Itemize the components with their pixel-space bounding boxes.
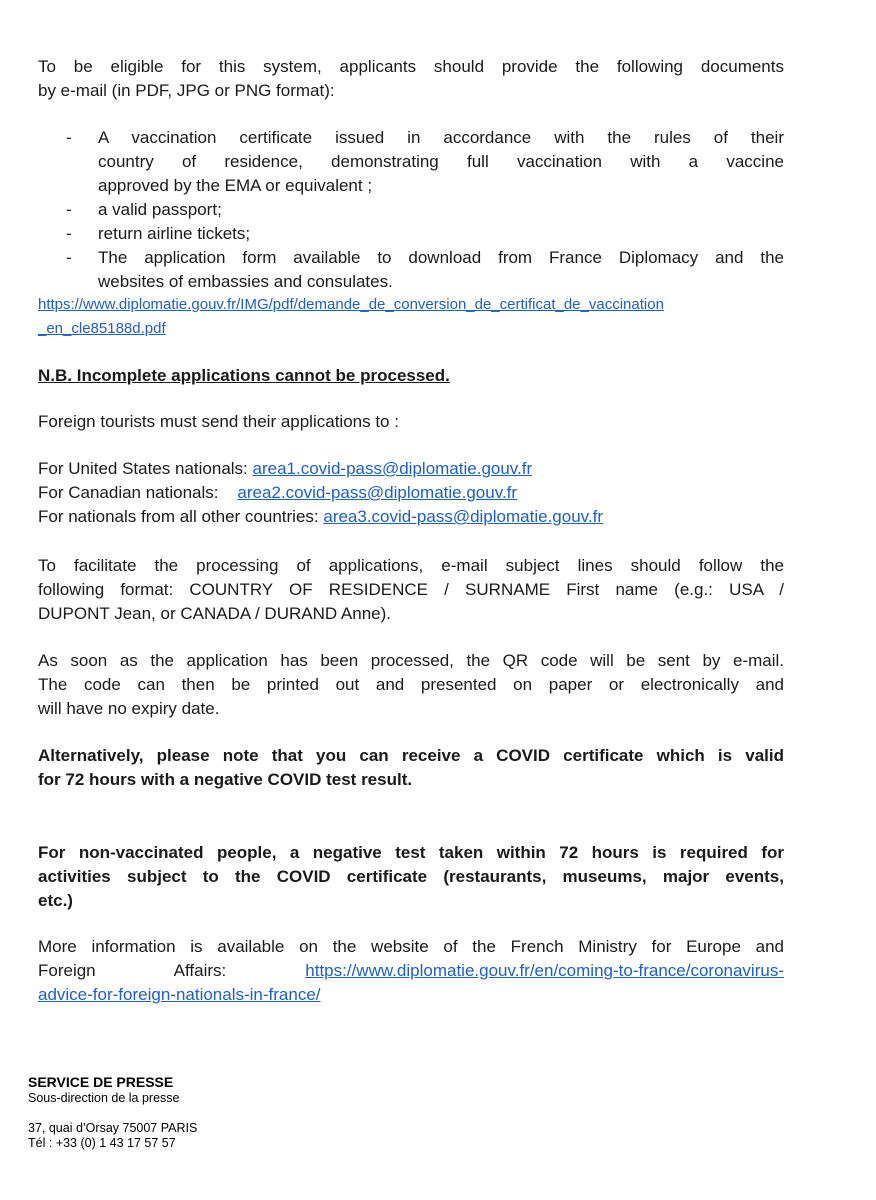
text-line: DUPONT Jean, or CANADA / DURAND Anne). (38, 604, 392, 623)
text-line (38, 983, 784, 1007)
nb-notice (38, 364, 784, 388)
footer-address: 37, quai d’Orsay 75007 PARIS (28, 1121, 198, 1135)
email-link-canada[interactable]: area2.covid-pass@diplomatie.gouv.fr (237, 483, 518, 502)
text-line: The code can then be printed out and presented on paper or electronically and (38, 675, 784, 694)
text-line: More information is available on the website of the French Ministry for Europe and (38, 937, 784, 956)
text-line: To facilitate the processing of applications, e-mail subject lines should follow the (38, 556, 784, 575)
more-info-paragraph (38, 935, 784, 1007)
text-line: will have no expiry date. (38, 699, 220, 718)
contact-canada (38, 481, 784, 505)
alternative-notice (38, 744, 784, 792)
text-prefix: Foreign Affairs: (38, 961, 227, 980)
text-line: As soon as the application has been processed, the QR code will be sent by e-mail. (38, 651, 784, 670)
intro-paragraph (38, 55, 784, 103)
text-line: A vaccination certificate issued in accordance with the rules of their (98, 128, 784, 147)
text-line: websites of embassies and consulates. (98, 272, 393, 291)
email-link-us[interactable]: area1.covid-pass@diplomatie.gouv.fr (252, 459, 533, 478)
text-line: etc.) (38, 891, 73, 910)
ministry-link-continued[interactable]: advice-for-foreign-nationals-in-france/ (38, 985, 321, 1004)
text-line: a valid passport; (98, 200, 222, 219)
text-line: The application form available to download from France Diplomacy and the (98, 248, 784, 267)
text-line: for 72 hours with a negative COVID test result. (38, 770, 413, 789)
text-line: following format: COUNTRY OF RESIDENCE / SURNAME First name (e.g.: USA / (38, 580, 784, 599)
link-line[interactable]: https://www.diplomatie.gouv.fr/IMG/pdf/demande_de_conversion_de_certificat_de_vaccination (38, 296, 664, 313)
contacts (38, 457, 784, 529)
bullet: - (66, 248, 72, 267)
contact-label: For United States nationals: (38, 459, 248, 478)
foreign-tourists-text (38, 410, 784, 434)
contact-label: For nationals from all other countries: (38, 507, 319, 526)
footer-title: SERVICE DE PRESSE (28, 1074, 174, 1090)
link-line[interactable]: _en_cle85188d.pdf (38, 320, 166, 337)
footer-phone: Tél : +33 (0) 1 43 17 57 57 (28, 1136, 176, 1150)
list-item (38, 198, 784, 222)
ministry-link[interactable]: https://www.diplomatie.gouv.fr/en/coming-to-france/coronavirus- (305, 961, 784, 980)
text-line: Alternatively, please note that you can receive a COVID certificate which is valid (38, 746, 784, 765)
text-line: by e-mail (in PDF, JPG or PNG format): (38, 81, 335, 100)
email-link-other[interactable]: area3.covid-pass@diplomatie.gouv.fr (323, 507, 603, 526)
subject-format-paragraph (38, 554, 784, 626)
list-item (38, 126, 784, 198)
application-form-link[interactable] (38, 293, 784, 341)
text-line: activities subject to the COVID certificate (restaurants, museums, major events, (38, 867, 784, 886)
qr-code-paragraph (38, 649, 784, 721)
text-line: approved by the EMA or equivalent ; (98, 176, 373, 195)
text-line (38, 959, 784, 983)
text-line: To be eligible for this system, applicants should provide the following documents (38, 57, 784, 76)
contact-other (38, 505, 784, 529)
bullet: - (66, 200, 72, 219)
text-line: For non-vaccinated people, a negative test taken within 72 hours is required for (38, 843, 784, 862)
text-line: Foreign tourists must send their applications to : (38, 412, 399, 431)
documents-list (38, 126, 784, 294)
text-line: country of residence, demonstrating full vaccination with a vaccine (98, 152, 784, 171)
list-item (38, 222, 784, 246)
contact-us (38, 457, 784, 481)
footer-subtitle: Sous-direction de la presse (28, 1091, 180, 1105)
nb-text: N.B. Incomplete applications cannot be processed. (38, 366, 450, 385)
list-item (38, 246, 784, 294)
non-vaccinated-notice (38, 841, 784, 913)
bullet: - (66, 128, 72, 147)
press-service-footer (28, 1074, 197, 1151)
text-line: return airline tickets; (98, 224, 251, 243)
bullet: - (66, 224, 72, 243)
contact-label: For Canadian nationals: (38, 483, 219, 502)
